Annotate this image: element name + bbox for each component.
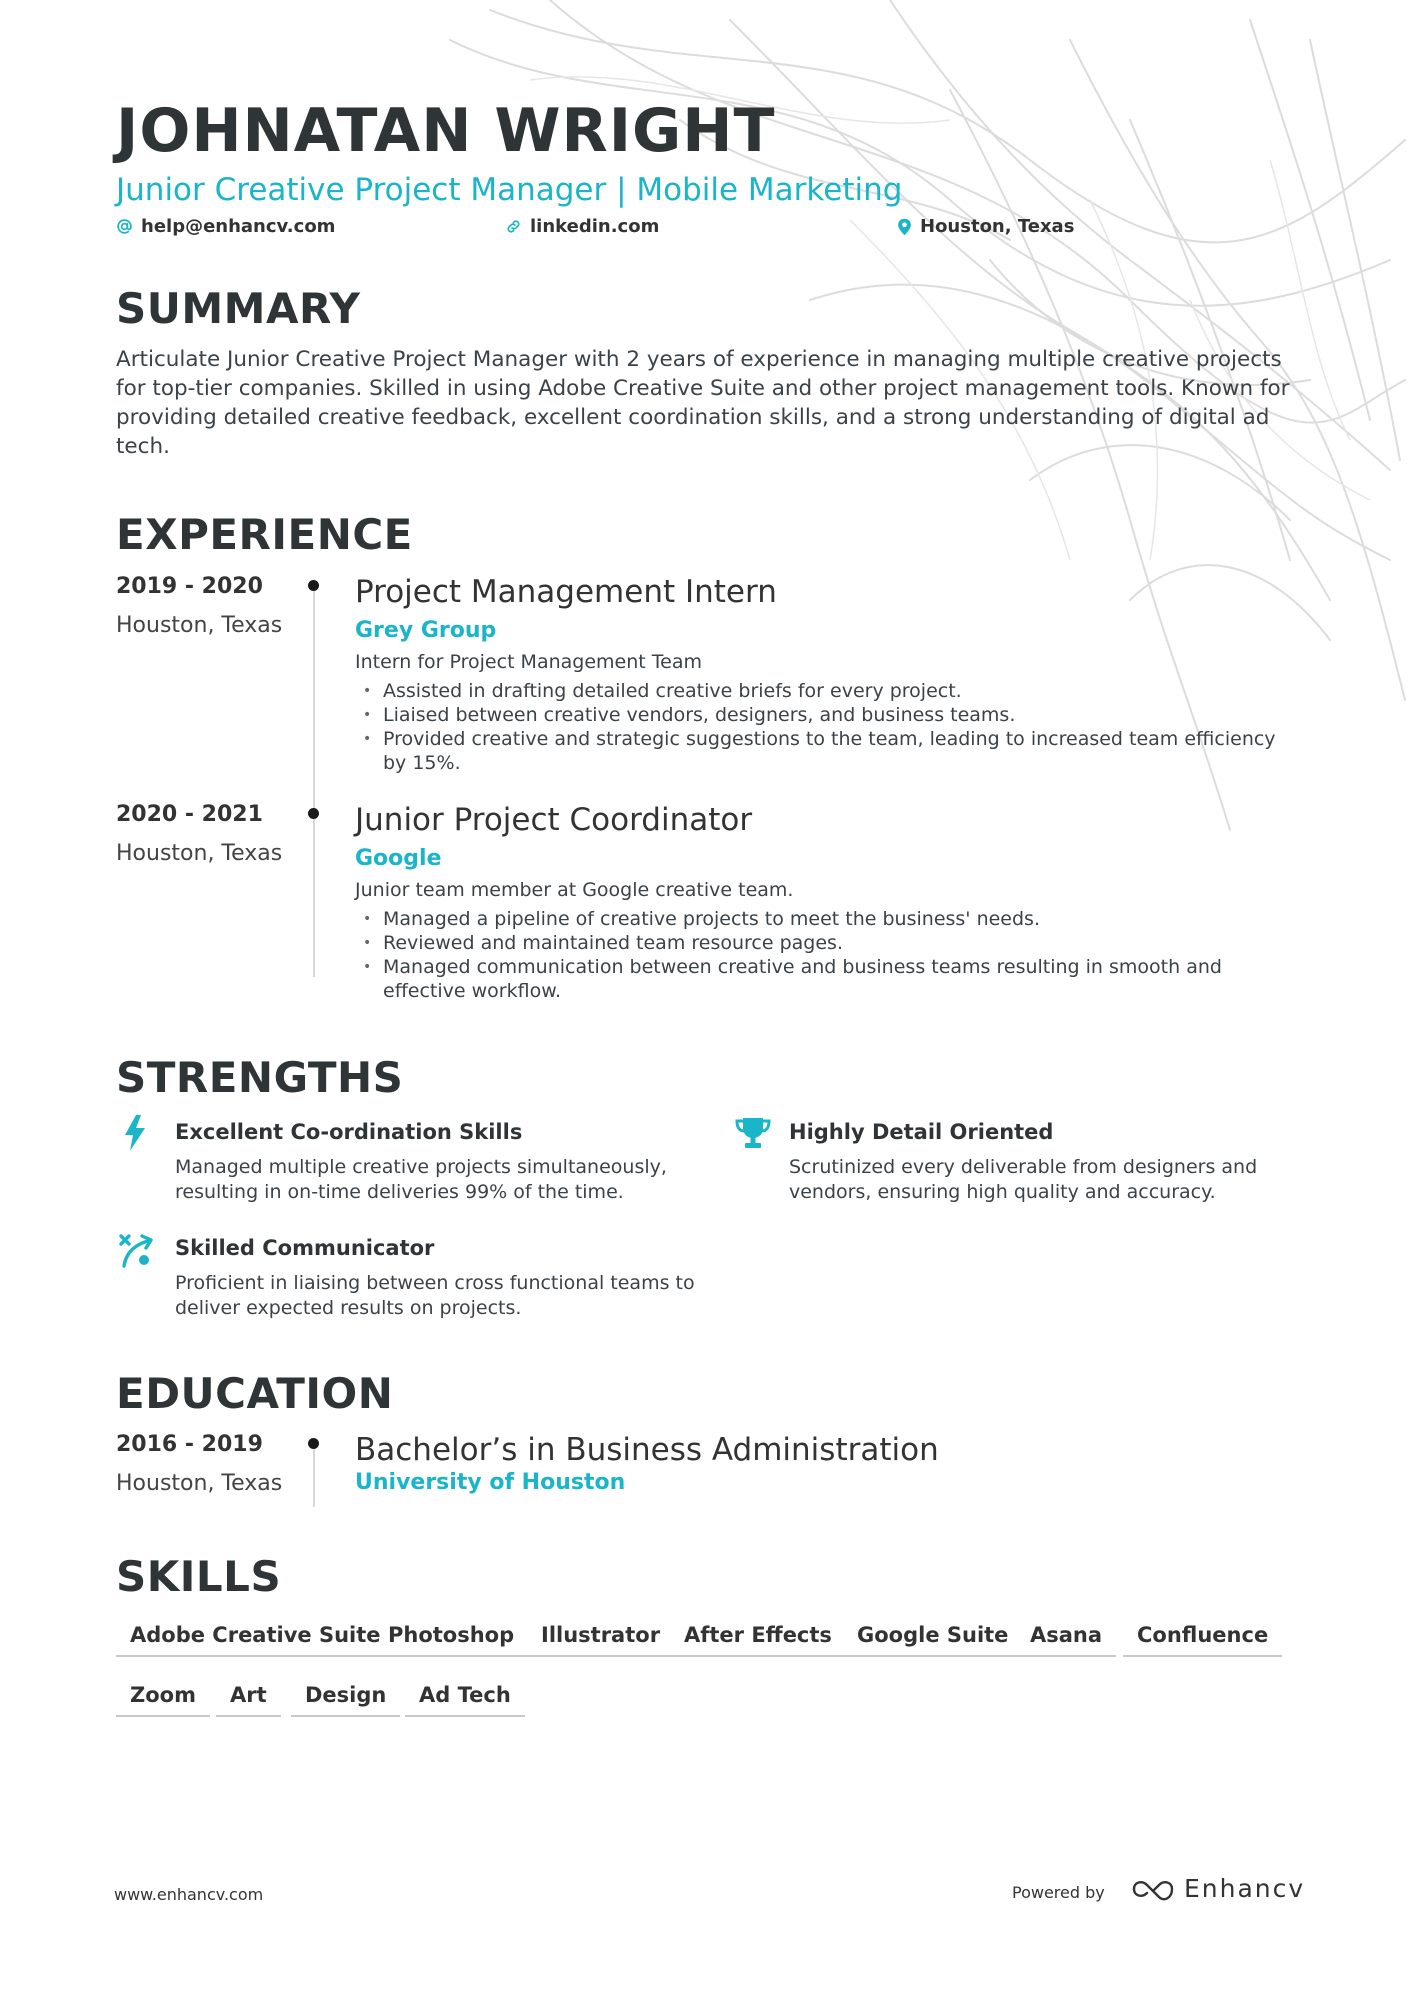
education-heading: EDUCATION [116, 1369, 394, 1418]
job-title: Project Management Intern [355, 574, 777, 610]
job-location: Houston, Texas [116, 613, 283, 638]
strength-description: Proficient in liaising between cross functional teams to deliver expected results on projects. [175, 1272, 695, 1319]
candidate-name: JOHNATAN WRIGHT [116, 96, 776, 166]
timeline-dot [308, 1438, 319, 1449]
contact-linkedin[interactable] [505, 216, 659, 237]
skill-tag: Confluence [1123, 1623, 1282, 1657]
strength-title: Excellent Co-ordination Skills [175, 1120, 523, 1144]
skill-tag: Design [291, 1683, 400, 1717]
education-timeline-line [313, 1445, 315, 1507]
footer-powered-by: Powered by [1012, 1883, 1105, 1902]
summary-heading: SUMMARY [116, 284, 361, 333]
map-pin-icon [897, 218, 912, 236]
job-bullets [355, 679, 1295, 775]
strength-description: Managed multiple creative projects simultaneously, resulting in on-time deliveries 99% of the time. [175, 1156, 667, 1203]
footer-website-link[interactable]: www.enhancv.com [114, 1885, 264, 1904]
job-dates: 2019 - 2020 [116, 574, 263, 599]
job-location: Houston, Texas [116, 841, 283, 866]
job-company: Google [355, 846, 442, 871]
skill-tag: Ad Tech [405, 1683, 525, 1717]
skill-tag: Adobe Creative Suite [116, 1623, 395, 1657]
job-bullet: • Managed communication between creative and business teams resulting in smooth and effective workflow. [355, 955, 1295, 1003]
contact-email[interactable] [116, 216, 335, 237]
skill-tag: After Effects [670, 1623, 846, 1657]
job-company: Grey Group [355, 618, 497, 643]
skill-tag: Google Suite [843, 1623, 1022, 1657]
skills-heading: SKILLS [116, 1552, 282, 1601]
job-bullet: • Liaised between creative vendors, designers, and business teams. [355, 703, 1295, 727]
education-degree: Bachelor’s in Business Administration [355, 1432, 939, 1468]
job-bullet: • Managed a pipeline of creative projects to meet the business' needs. [355, 907, 1295, 931]
contact-location [897, 216, 1074, 237]
job-description: Intern for Project Management Team [355, 651, 702, 673]
summary-text: Articulate Junior Creative Project Manager with 2 years of experience in managing multiple creative projects for top-tier companies. Skilled in using Adobe Creative Suite and other project management tools. Known for providing detailed creative feedback, excellent coordination skills, and a strong understanding of digital ad tech. [116, 347, 1290, 459]
timeline-dot [308, 808, 319, 819]
link-icon [505, 218, 522, 235]
strengths-heading: STRENGTHS [116, 1053, 404, 1102]
strategy-icon [118, 1233, 156, 1269]
education-dates: 2016 - 2019 [116, 1432, 263, 1457]
experience-heading: EXPERIENCE [116, 510, 413, 559]
skill-tag: Photoshop [374, 1623, 528, 1657]
skill-tag: Zoom [116, 1683, 210, 1717]
footer-brand-name: Enhancv [1184, 1874, 1306, 1903]
job-bullet: • Reviewed and maintained team resource pages. [355, 931, 1295, 955]
timeline-dot [308, 580, 319, 591]
strength-description: Scrutinized every deliverable from designers and vendors, ensuring high quality and accuracy. [789, 1156, 1258, 1203]
job-description: Junior team member at Google creative team. [355, 879, 794, 901]
job-bullets [355, 907, 1295, 1003]
trophy-icon [734, 1116, 772, 1150]
strength-title: Skilled Communicator [175, 1236, 435, 1260]
enhancv-logo-icon [1130, 1877, 1176, 1901]
strength-title: Highly Detail Oriented [789, 1120, 1054, 1144]
job-dates: 2020 - 2021 [116, 802, 263, 827]
job-title: Junior Project Coordinator [355, 802, 753, 838]
contact-email-text: help@enhancv.com [141, 216, 336, 237]
contact-linkedin-text: linkedin.com [530, 216, 660, 237]
education-school: University of Houston [355, 1470, 626, 1495]
at-sign-icon [116, 218, 133, 235]
contact-location-text: Houston, Texas [920, 216, 1075, 237]
education-location: Houston, Texas [116, 1471, 283, 1496]
job-bullet: • Provided creative and strategic suggestions to the team, leading to increased team efficiency by 15%. [355, 727, 1295, 775]
experience-timeline-line [313, 585, 315, 977]
candidate-role: Junior Creative Project Manager | Mobile Marketing [116, 172, 903, 208]
skill-tag: Illustrator [527, 1623, 674, 1657]
job-bullet: • Assisted in drafting detailed creative briefs for every project. [355, 679, 1295, 703]
lightning-bolt-icon [122, 1114, 148, 1152]
skill-tag: Art [216, 1683, 281, 1717]
footer-brand[interactable] [1130, 1874, 1305, 1903]
skill-tag: Asana [1016, 1623, 1116, 1657]
